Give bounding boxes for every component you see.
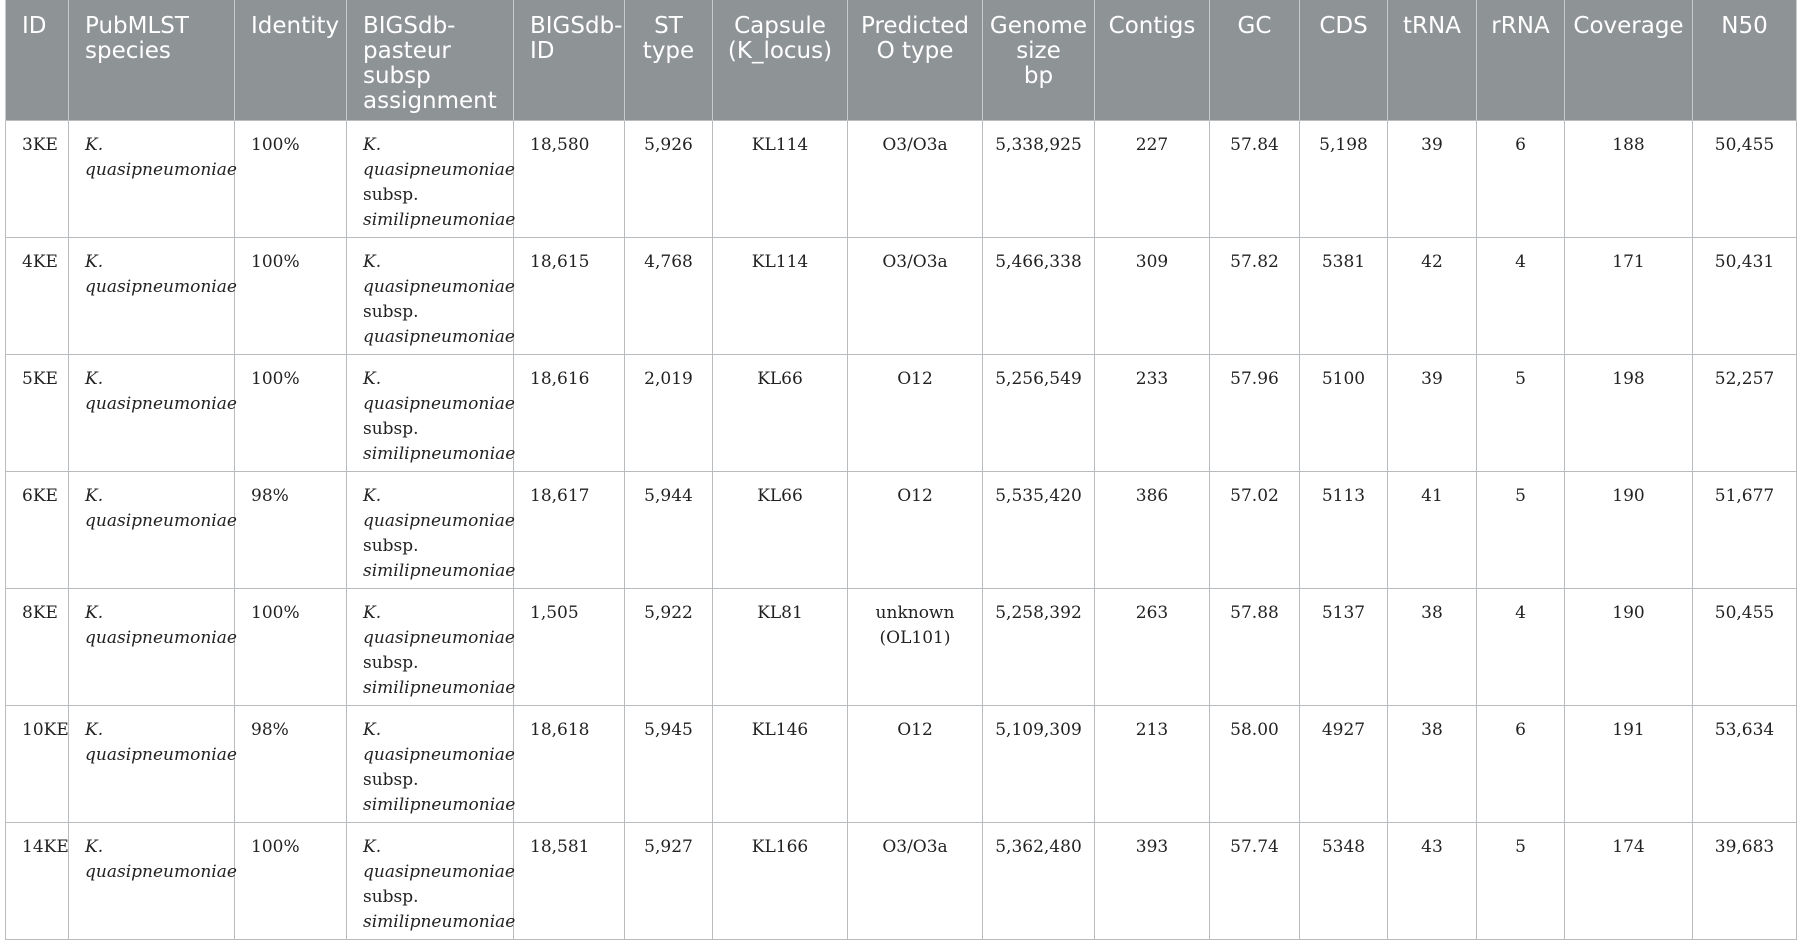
cell-line: quasipneumoniae: [363, 327, 515, 347]
cell-identity: 100%: [235, 238, 347, 355]
cell-gc: 57.96: [1210, 355, 1300, 472]
column-header-line: BIGSdb-: [363, 13, 456, 39]
cell-trna: 41: [1388, 472, 1477, 589]
cell-line: similipneumoniae: [363, 444, 516, 464]
cell-line: quasipneumoniae: [363, 277, 515, 297]
cell-line: unknown: [875, 603, 955, 623]
column-header-coverage: [1565, 0, 1693, 121]
cell-identity: 98%: [235, 472, 347, 589]
cell-line: quasipneumoniae: [363, 862, 515, 882]
column-header-line: Contigs: [1108, 13, 1196, 39]
cell-line: quasipneumoniae: [363, 160, 515, 180]
cell-species: [69, 472, 235, 589]
cell-line: K.: [85, 720, 104, 740]
cell-identity: 100%: [235, 823, 347, 940]
cell-o-type: [848, 238, 983, 355]
cell-line: K.: [85, 486, 104, 506]
cell-n50: 50,455: [1693, 121, 1797, 238]
cell-line: K.: [363, 603, 382, 623]
cell-line: K.: [363, 252, 382, 272]
cell-contigs: 393: [1095, 823, 1210, 940]
cell-o-type: [848, 823, 983, 940]
cell-subsp: [347, 238, 514, 355]
cell-o-type: [848, 355, 983, 472]
cell-coverage: 188: [1565, 121, 1693, 238]
column-header-line: O type: [876, 38, 954, 64]
cell-gc: 57.84: [1210, 121, 1300, 238]
cell-line: subsp.: [363, 770, 419, 790]
table-body: [6, 121, 1797, 940]
table-row: [6, 823, 1797, 940]
cell-genome: 5,338,925: [983, 121, 1095, 238]
column-header-bigsdb_subsp: [347, 0, 514, 121]
cell-capsule: KL146: [713, 706, 848, 823]
cell-cds: 4927: [1300, 706, 1388, 823]
cell-gc: 57.82: [1210, 238, 1300, 355]
cell-rrna: 5: [1477, 355, 1565, 472]
column-header-contigs: [1095, 0, 1210, 121]
cell-contigs: 213: [1095, 706, 1210, 823]
column-header-o_type: [848, 0, 983, 121]
cell-rrna: 5: [1477, 823, 1565, 940]
cell-coverage: 198: [1565, 355, 1693, 472]
cell-line: quasipneumoniae: [85, 277, 237, 297]
cell-st: 5,922: [625, 589, 713, 706]
column-header-st: [625, 0, 713, 121]
cell-id: 8KE: [6, 589, 69, 706]
table-row: [6, 589, 1797, 706]
table-row: [6, 238, 1797, 355]
cell-line: quasipneumoniae: [85, 745, 237, 765]
cell-id: 6KE: [6, 472, 69, 589]
cell-cds: 5137: [1300, 589, 1388, 706]
cell-coverage: 174: [1565, 823, 1693, 940]
cell-line: similipneumoniae: [363, 912, 516, 932]
cell-line: subsp.: [363, 185, 419, 205]
cell-n50: 50,455: [1693, 589, 1797, 706]
cell-gc: 57.02: [1210, 472, 1300, 589]
column-header-gc: [1210, 0, 1300, 121]
cell-id: 5KE: [6, 355, 69, 472]
column-header-species: [69, 0, 235, 121]
cell-line: K.: [363, 135, 382, 155]
column-header-line: ID: [530, 38, 555, 64]
cell-line: subsp.: [363, 653, 419, 673]
cell-trna: 38: [1388, 589, 1477, 706]
column-header-id: [6, 0, 69, 121]
cell-capsule: KL81: [713, 589, 848, 706]
cell-line: quasipneumoniae: [363, 745, 515, 765]
cell-line: subsp.: [363, 302, 419, 322]
column-header-line: N50: [1721, 13, 1768, 39]
cell-gc: 57.88: [1210, 589, 1300, 706]
cell-rrna: 4: [1477, 238, 1565, 355]
cell-n50: 51,677: [1693, 472, 1797, 589]
cell-cds: 5348: [1300, 823, 1388, 940]
cell-capsule: KL66: [713, 472, 848, 589]
cell-cds: 5113: [1300, 472, 1388, 589]
cell-bigsdb-id: 18,616: [514, 355, 625, 472]
cell-id: 4KE: [6, 238, 69, 355]
cell-contigs: 227: [1095, 121, 1210, 238]
cell-line: K.: [363, 486, 382, 506]
cell-bigsdb-id: 18,615: [514, 238, 625, 355]
cell-genome: 5,466,338: [983, 238, 1095, 355]
cell-identity: 100%: [235, 589, 347, 706]
column-header-line: Coverage: [1573, 13, 1684, 39]
column-header-genome: [983, 0, 1095, 121]
cell-rrna: 6: [1477, 121, 1565, 238]
column-header-line: PubMLST: [85, 13, 189, 39]
cell-trna: 42: [1388, 238, 1477, 355]
cell-identity: 98%: [235, 706, 347, 823]
cell-coverage: 191: [1565, 706, 1693, 823]
column-header-line: pasteur: [363, 38, 451, 64]
cell-line: subsp.: [363, 536, 419, 556]
cell-line: quasipneumoniae: [363, 394, 515, 414]
column-header-line: ID: [22, 13, 47, 39]
cell-gc: 57.74: [1210, 823, 1300, 940]
cell-n50: 53,634: [1693, 706, 1797, 823]
cell-line: O12: [897, 486, 933, 506]
cell-line: quasipneumoniae: [85, 394, 237, 414]
cell-capsule: KL114: [713, 121, 848, 238]
cell-trna: 43: [1388, 823, 1477, 940]
table-container: [5, 0, 1796, 940]
cell-subsp: [347, 121, 514, 238]
cell-contigs: 233: [1095, 355, 1210, 472]
cell-st: 5,945: [625, 706, 713, 823]
cell-line: K.: [85, 135, 104, 155]
column-header-line: BIGSdb-: [530, 13, 623, 39]
cell-genome: 5,362,480: [983, 823, 1095, 940]
cell-contigs: 309: [1095, 238, 1210, 355]
cell-cds: 5381: [1300, 238, 1388, 355]
cell-identity: 100%: [235, 121, 347, 238]
cell-line: (OL101): [879, 628, 951, 648]
table-row: [6, 121, 1797, 238]
cell-n50: 50,431: [1693, 238, 1797, 355]
column-header-line: Identity: [251, 13, 340, 39]
cell-line: K.: [85, 252, 104, 272]
cell-genome: 5,256,549: [983, 355, 1095, 472]
cell-st: 5,944: [625, 472, 713, 589]
column-header-line: Genome: [989, 13, 1088, 39]
cell-line: K.: [363, 720, 382, 740]
cell-trna: 39: [1388, 355, 1477, 472]
table-row: [6, 706, 1797, 823]
cell-contigs: 386: [1095, 472, 1210, 589]
column-header-cds: [1300, 0, 1388, 121]
cell-gc: 58.00: [1210, 706, 1300, 823]
cell-cds: 5100: [1300, 355, 1388, 472]
cell-species: [69, 706, 235, 823]
column-header-bigsdb_id: [514, 0, 625, 121]
header-row: [6, 0, 1797, 121]
cell-id: 14KE: [6, 823, 69, 940]
cell-bigsdb-id: 18,580: [514, 121, 625, 238]
cell-line: subsp.: [363, 887, 419, 907]
cell-species: [69, 238, 235, 355]
cell-rrna: 4: [1477, 589, 1565, 706]
cell-line: quasipneumoniae: [363, 628, 515, 648]
cell-trna: 39: [1388, 121, 1477, 238]
cell-line: O3/O3a: [882, 837, 948, 857]
cell-subsp: [347, 472, 514, 589]
cell-coverage: 171: [1565, 238, 1693, 355]
cell-bigsdb-id: 18,581: [514, 823, 625, 940]
cell-n50: 39,683: [1693, 823, 1797, 940]
cell-species: [69, 823, 235, 940]
cell-line: O12: [897, 369, 933, 389]
cell-trna: 38: [1388, 706, 1477, 823]
column-header-line: Capsule: [734, 13, 826, 39]
cell-line: similipneumoniae: [363, 561, 516, 581]
column-header-line: GC: [1237, 13, 1272, 39]
cell-capsule: KL166: [713, 823, 848, 940]
table-row: [6, 472, 1797, 589]
column-header-line: Predicted: [861, 13, 969, 39]
cell-species: [69, 589, 235, 706]
column-header-line: ST: [654, 13, 683, 39]
cell-id: 3KE: [6, 121, 69, 238]
cell-st: 2,019: [625, 355, 713, 472]
cell-identity: 100%: [235, 355, 347, 472]
cell-genome: 5,535,420: [983, 472, 1095, 589]
cell-subsp: [347, 589, 514, 706]
genome-table: [5, 0, 1797, 940]
cell-line: similipneumoniae: [363, 210, 516, 230]
cell-subsp: [347, 355, 514, 472]
cell-capsule: KL66: [713, 355, 848, 472]
cell-subsp: [347, 823, 514, 940]
cell-bigsdb-id: 18,617: [514, 472, 625, 589]
cell-line: K.: [85, 369, 104, 389]
column-header-line: tRNA: [1403, 13, 1461, 39]
cell-coverage: 190: [1565, 589, 1693, 706]
cell-st: 5,927: [625, 823, 713, 940]
cell-line: quasipneumoniae: [85, 628, 237, 648]
cell-st: 4,768: [625, 238, 713, 355]
cell-line: K.: [85, 603, 104, 623]
cell-bigsdb-id: 1,505: [514, 589, 625, 706]
column-header-line: size: [1016, 38, 1061, 64]
column-header-identity: [235, 0, 347, 121]
cell-genome: 5,258,392: [983, 589, 1095, 706]
cell-line: subsp.: [363, 419, 419, 439]
cell-line: quasipneumoniae: [85, 862, 237, 882]
column-header-line: bp: [1023, 63, 1054, 89]
column-header-line: rRNA: [1491, 13, 1550, 39]
cell-line: quasipneumoniae: [363, 511, 515, 531]
cell-subsp: [347, 706, 514, 823]
cell-contigs: 263: [1095, 589, 1210, 706]
cell-st: 5,926: [625, 121, 713, 238]
cell-line: K.: [363, 369, 382, 389]
column-header-line: assignment: [363, 88, 497, 114]
cell-species: [69, 355, 235, 472]
cell-line: quasipneumoniae: [85, 160, 237, 180]
cell-bigsdb-id: 18,618: [514, 706, 625, 823]
cell-line: O3/O3a: [882, 135, 948, 155]
cell-o-type: [848, 706, 983, 823]
cell-line: similipneumoniae: [363, 795, 516, 815]
cell-o-type: [848, 589, 983, 706]
cell-o-type: [848, 121, 983, 238]
cell-coverage: 190: [1565, 472, 1693, 589]
cell-o-type: [848, 472, 983, 589]
column-header-trna: [1388, 0, 1477, 121]
column-header-line: CDS: [1319, 13, 1368, 39]
column-header-capsule: [713, 0, 848, 121]
column-header-n50: [1693, 0, 1797, 121]
cell-line: O3/O3a: [882, 252, 948, 272]
cell-rrna: 6: [1477, 706, 1565, 823]
cell-species: [69, 121, 235, 238]
cell-id: 10KE: [6, 706, 69, 823]
column-header-rrna: [1477, 0, 1565, 121]
cell-line: similipneumoniae: [363, 678, 516, 698]
cell-line: K.: [85, 837, 104, 857]
cell-genome: 5,109,309: [983, 706, 1095, 823]
cell-line: K.: [363, 837, 382, 857]
cell-line: quasipneumoniae: [85, 511, 237, 531]
cell-line: O12: [897, 720, 933, 740]
column-header-line: subsp: [363, 63, 431, 89]
cell-rrna: 5: [1477, 472, 1565, 589]
cell-capsule: KL114: [713, 238, 848, 355]
column-header-line: species: [85, 38, 171, 64]
column-header-line: (K_locus): [727, 38, 833, 64]
column-header-line: type: [642, 38, 695, 64]
cell-cds: 5,198: [1300, 121, 1388, 238]
table-row: [6, 355, 1797, 472]
cell-n50: 52,257: [1693, 355, 1797, 472]
